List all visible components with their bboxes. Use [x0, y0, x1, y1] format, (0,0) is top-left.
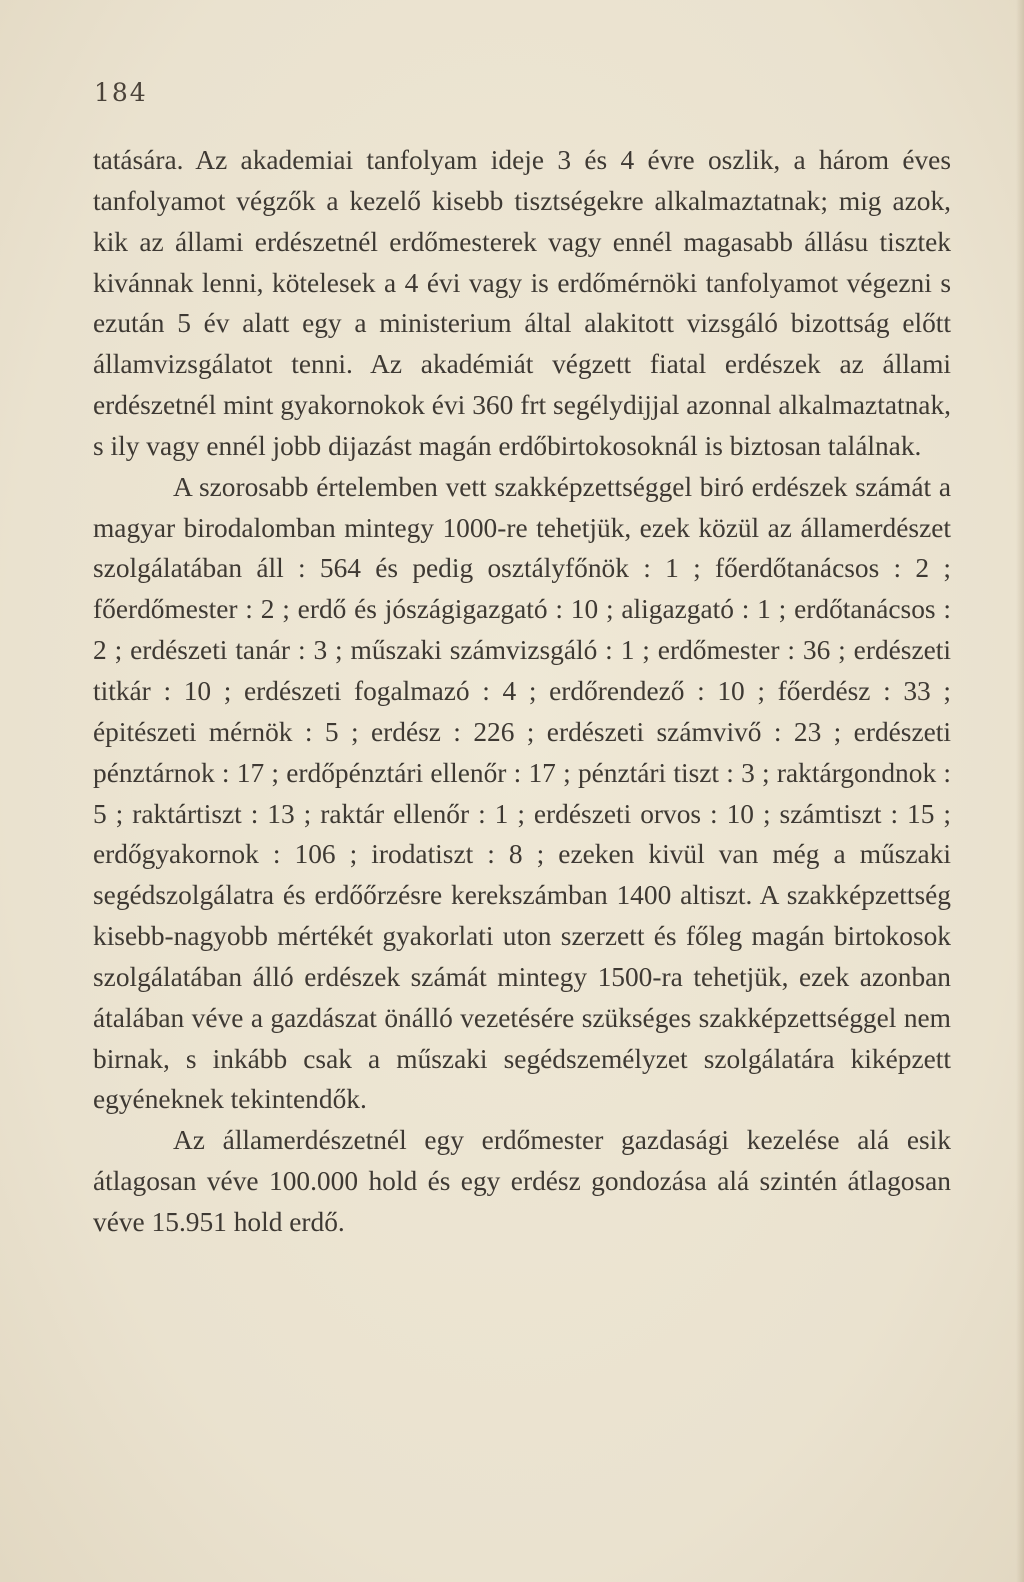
page-number: 184	[94, 78, 148, 107]
page-edge-shadow	[1016, 0, 1024, 1582]
body-text	[93, 140, 951, 1243]
paragraph: A szorosabb értelemben vett szakképzettséggel biró erdészek számát a magyar birodalomban mintegy 1000-re tehetjük, ezek közül az államerdészet szolgálatában áll : 564 és pedig osztályfőnök : 1 ; főerdőtanácsos : 2 ; főerdőmester : 2 ; erdő és jószágigazgató : 10 ; aligazgató : 1 ; erdőtanácsos : 2 ; erdészeti tanár : 3 ; műszaki számvizsgáló : 1 ; erdőmester : 36 ; erdészeti titkár : 10 ; erdészeti fogalmazó : 4 ; erdőrendező : 10 ; főerdész : 33 ; épitészeti mérnök : 5 ; erdész : 226 ; erdészeti számvivő : 23 ; erdészeti pénztárnok : 17 ; erdőpénztári ellenőr : 17 ; pénztári tiszt : 3 ; raktárgondnok : 5 ; raktártiszt : 13 ; raktár ellenőr : 1 ; erdészeti orvos : 10 ; számtiszt : 15 ; erdőgyakornok : 106 ; irodatiszt : 8 ; ezeken kivül van még a műszaki segédszolgálatra és erdőőrzésre kerekszámban 1400 altiszt. A szakképzettség kisebb-nagyobb mértékét gyakorlati uton szerzett és főleg magán birtokosok szolgálatában álló erdészek számát mintegy 1500-ra tehetjük, ezek azonban átalában véve a gazdászat önálló vezetésére szükséges szakképzettséggel nem birnak, s inkább csak a műszaki segédszemélyzet szolgálatára kiképzett egyéneknek tekintendők.	[93, 471, 951, 1115]
paragraph: Az államerdészetnél egy erdőmester gazdasági kezelése alá esik átlagosan véve 100.000 hold és egy erdész gondozása alá szintén átlagosan véve 15.951 hold erdő.	[93, 1125, 951, 1237]
paragraph: tatására. Az akademiai tanfolyam ideje 3 és 4 évre oszlik, a három éves tanfolyamot végzők a kezelő kisebb tisztségekre alkalmaztatnak; mig azok, kik az állami erdészetnél erdőmesterek vagy ennél magasabb állásu tisztek kivánnak lenni, kötelesek a 4 évi vagy is erdőmérnöki tanfolyamot végezni s ezután 5 év alatt egy a ministerium által alakitott vizsgáló bizottság előtt államvizsgálatot tenni. Az akadémiát végzett fiatal erdészek az állami erdészetnél mint gyakornokok évi 360 frt segélydijjal azonnal alkalmaztatnak, s ily vagy ennél jobb dijazást magán erdőbirtokosoknál is biztosan találnak.	[93, 145, 951, 461]
